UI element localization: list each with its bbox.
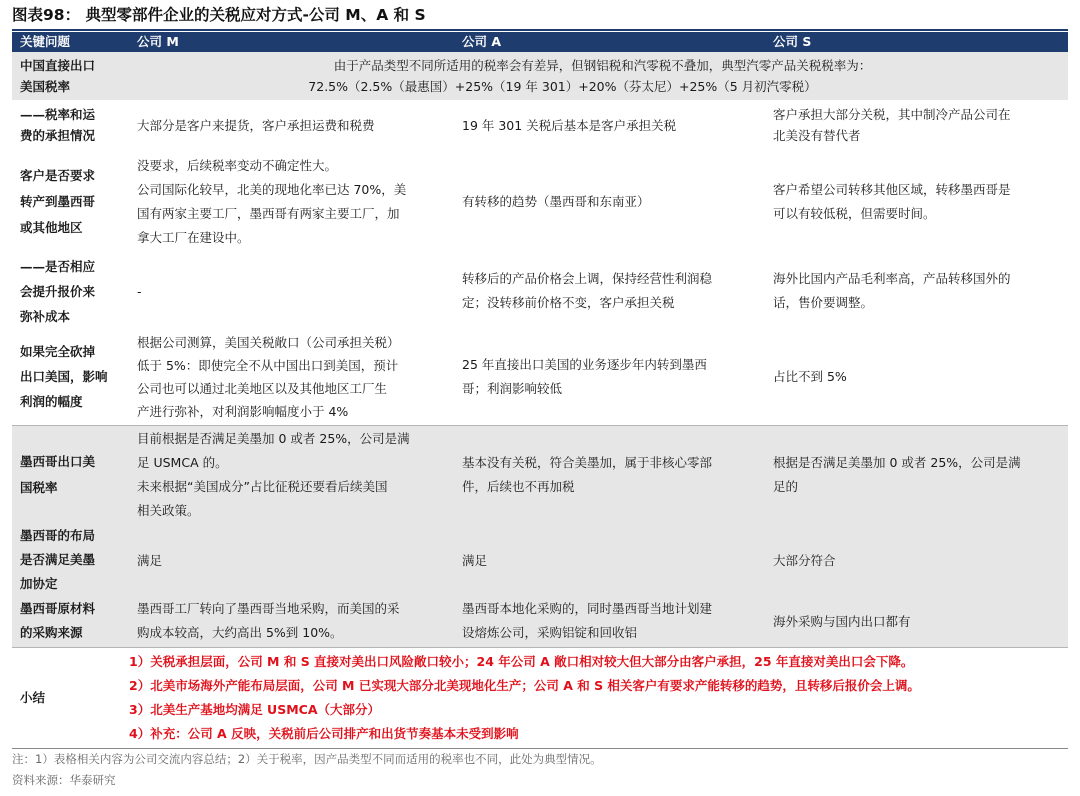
cell-line: 根据是否满足美墨加 0 或者 25%，公司是满 [773, 454, 1021, 470]
summary-line: 4）补充：公司 A 反映，关税前后公司排产和出货节奏基本未受到影响 [129, 725, 519, 741]
key-line: 出口美国，影响 [20, 369, 108, 385]
key-line: 客户是否要求 [20, 167, 96, 183]
summary-cell [129, 647, 1068, 748]
summary-line: 1）关税承担层面，公司 M 和 S 直接对美出口风险敞口较小；24 年公司 A 敞口相对较大但大部分由客户承担，25 年直接对美出口会下降。 [129, 653, 914, 669]
cell-line: 国有两家主要工厂，墨西哥有两家主要工厂，加 [137, 205, 400, 221]
cell-company-a [454, 100, 765, 150]
header-key-question: 关键问题 [12, 32, 129, 52]
table-row-tax-freight [12, 100, 1068, 150]
cell-line: 客户希望公司转移其他区域，转移墨西哥是 [773, 181, 1011, 197]
cell-line: 满足 [462, 552, 488, 568]
key-line: 会提升报价来 [20, 283, 96, 299]
cell-line: 足 USMCA 的。 [137, 454, 228, 470]
cell-line: - [137, 283, 142, 299]
table-row-profit-impact [12, 329, 1068, 425]
row-key [12, 425, 129, 524]
cell-line: 满足 [137, 552, 163, 568]
key-line: 美国税率 [20, 79, 71, 94]
table-row-relocation-request [12, 150, 1068, 253]
source-note: 资料来源：华泰研究 [12, 773, 116, 787]
cell-line: 件，后续也不再加税 [462, 478, 575, 494]
table-row-china-us-tariff [12, 52, 1068, 100]
cell-company-m [129, 425, 454, 524]
tariff-response-table [12, 32, 1068, 748]
key-line: 墨西哥出口美 [20, 453, 96, 469]
table-row-mexico-material-sourcing [12, 596, 1068, 647]
key-line: 的采购来源 [20, 625, 83, 641]
row-key [12, 524, 129, 596]
cell-company-m [129, 150, 454, 253]
cell-line: 公司国际化较早，北美的现地化率已达 70%，美 [137, 181, 407, 197]
key-line: 加协定 [20, 576, 58, 591]
key-line: 中国直接出口 [20, 58, 96, 73]
cell-line: 目前根据是否满足美墨加 0 或者 25%，公司是满 [137, 430, 410, 446]
cell-company-s [765, 524, 1068, 596]
cell-line: 产进行弥补，对利润影响幅度小于 4% [137, 403, 349, 419]
key-line: 利润的幅度 [20, 394, 83, 410]
cell-company-a [454, 596, 765, 647]
table-row-mexico-usmca [12, 524, 1068, 596]
merged-line: 由于产品类型不同所适用的税率会有差异，但钢铝税和汽零税不叠加，典型汽零产品关税税率为： [333, 58, 872, 73]
cell-company-s [765, 596, 1068, 647]
cell-company-a [454, 253, 765, 329]
cell-line: 可以有较低税，但需要时间。 [773, 205, 936, 221]
cell-line: 19 年 301 关税后基本是客户承担关税 [462, 117, 677, 133]
cell-line: 低于 5%：即使完全不从中国出口到美国，预计 [137, 357, 399, 373]
key-line: ——是否相应 [20, 258, 96, 274]
cell-company-m [129, 253, 454, 329]
cell-company-s [765, 100, 1068, 150]
key-line: 弥补成本 [20, 308, 71, 324]
cell-line: 墨西哥本地化采购的，同时墨西哥当地计划建 [462, 601, 713, 617]
cell-line: 占比不到 5% [773, 369, 847, 385]
table-row-summary [12, 647, 1068, 748]
cell-line: 海外比国内产品毛利率高，产品转移国外的 [773, 271, 1011, 286]
cell-line: 北美没有替代者 [773, 128, 861, 143]
figure-title: 图表98： 典型零部件企业的关税应对方式-公司 M、A 和 S [12, 6, 426, 24]
merged-tariff-cell [129, 52, 1068, 100]
cell-line: 根据公司测算，美国关税敞口（公司承担关税） [137, 334, 400, 350]
cell-company-a [454, 329, 765, 425]
header-company-m: 公司 M [129, 32, 454, 52]
cell-line: 足的 [773, 478, 799, 494]
cell-line: 客户承担大部分关税，其中制冷产品公司在 [773, 107, 1011, 122]
cell-line: 哥；利润影响较低 [462, 380, 563, 396]
cell-line: 购成本较高，大约高出 5%到 10%。 [137, 625, 343, 641]
cell-company-s [765, 253, 1068, 329]
cell-line: 海外采购与国内出口都有 [773, 613, 911, 629]
cell-company-a [454, 150, 765, 253]
cell-line: 拿大工厂在建设中。 [137, 229, 250, 245]
summary-line: 3）北美生产基地均满足 USMCA（大部分） [129, 701, 380, 717]
row-key [12, 596, 129, 647]
cell-company-a [454, 425, 765, 524]
key-line: 墨西哥原材料 [20, 601, 96, 617]
cell-line: 公司也可以通过北美地区以及其他地区工厂生 [137, 380, 388, 396]
key-line: 如果完全砍掉 [20, 344, 96, 360]
header-company-s: 公司 S [765, 32, 1068, 52]
table-row-mexico-us-tariff [12, 425, 1068, 524]
key-line: 墨西哥的布局 [20, 528, 96, 543]
table-row-price-increase [12, 253, 1068, 329]
row-key [12, 52, 129, 100]
summary-line: 2）北美市场海外产能布局层面，公司 M 已实现大部分北美现地化生产；公司 A 和 S 相关客户有要求产能转移的趋势，且转移后报价会上调。 [129, 677, 920, 693]
cell-line: 没要求，后续税率变动不确定性大。 [137, 157, 338, 173]
cell-company-s [765, 425, 1068, 524]
cell-company-m [129, 596, 454, 647]
cell-company-s [765, 150, 1068, 253]
row-key [12, 253, 129, 329]
key-line: 或其他地区 [20, 219, 83, 235]
merged-line: 72.5%（2.5%（最惠国）+25%（19 年 301）+20%（芬太尼）+25%（5 月初汽零税） [308, 79, 817, 94]
header-company-a: 公司 A [454, 32, 765, 52]
cell-line: 话，售价要调整。 [773, 295, 874, 310]
footnote: 注：1）表格相关内容为公司交流内容总结；2）关于税率，因产品类型不同而适用的税率也不同，此处为典型情况。 [12, 752, 602, 766]
title-rule [12, 29, 1068, 31]
cell-line: 大部分符合 [773, 552, 836, 568]
cell-company-m [129, 524, 454, 596]
key-line: 转产到墨西哥 [20, 193, 96, 209]
cell-company-a [454, 524, 765, 596]
cell-line: 基本没有关税，符合美墨加，属于非核心零部 [462, 454, 713, 470]
row-key [12, 100, 129, 150]
cell-line: 相关政策。 [137, 502, 200, 518]
key-line: 费的承担情况 [20, 128, 96, 143]
cell-line: 定；没转移前价格不变，客户承担关税 [462, 295, 675, 310]
key-line: 是否满足美墨 [20, 552, 96, 567]
key-line: ——税率和运 [20, 107, 96, 122]
cell-line: 墨西哥工厂转向了墨西哥当地采购，而美国的采 [137, 601, 400, 617]
cell-company-m [129, 329, 454, 425]
summary-key: 小结 [20, 690, 46, 705]
cell-company-m [129, 100, 454, 150]
cell-line: 大部分是客户来提货，客户承担运费和税费 [137, 117, 375, 133]
cell-line: 25 年直接出口美国的业务逐步年内转到墨西 [462, 356, 707, 372]
cell-line: 设熔炼公司，采购铝锭和回收铝 [462, 625, 638, 641]
cell-line: 有转移的趋势（墨西哥和东南亚） [462, 194, 650, 209]
row-key [12, 150, 129, 253]
table-header-row [12, 32, 1068, 52]
row-key [12, 329, 129, 425]
cell-line: 未来根据“美国成分”占比征税还要看后续美国 [137, 478, 388, 494]
key-line: 国税率 [20, 479, 58, 495]
cell-company-s [765, 329, 1068, 425]
table-bottom-rule [12, 748, 1068, 749]
cell-line: 转移后的产品价格会上调，保持经营性利润稳 [462, 271, 713, 286]
